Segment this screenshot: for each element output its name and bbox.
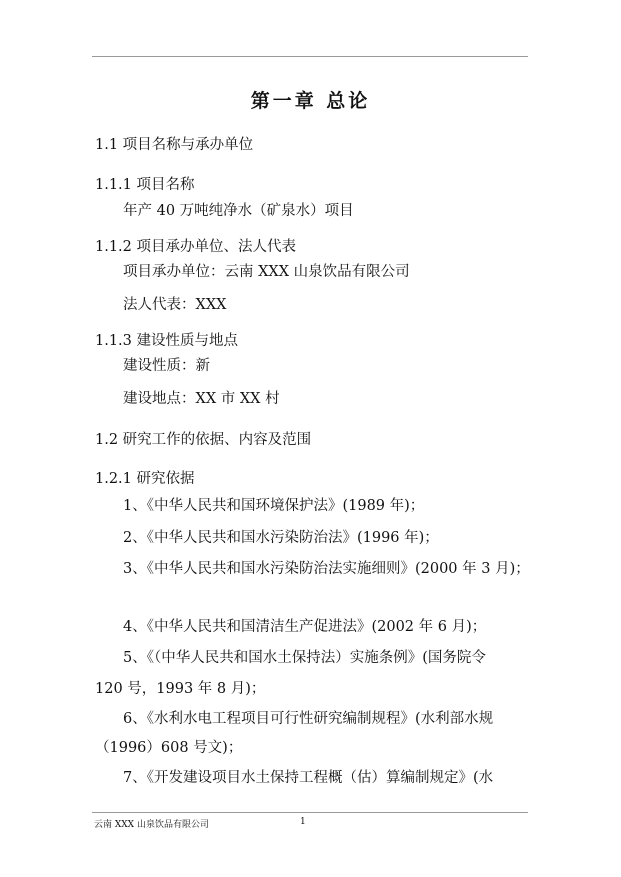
section-1-1-heading: 1.1 项目名称与承办单位 [95,137,254,153]
footer-rule [92,812,528,813]
footer-company: 云南 XXX 山泉饮品有限公司 [94,820,209,830]
basis-item-continuation: （1996）608 号文)； [95,740,243,756]
page-number: 1 [300,817,306,827]
basis-item: 4、《中华人民共和国清洁生产促进法》(2002 年 6 月)； [123,619,487,635]
project-name-text: 年产 40 万吨纯净水（矿泉水）项目 [123,203,354,219]
basis-item: 3、《中华人民共和国水污染防治法实施细则》(2000 年 3 月)； [123,561,530,577]
section-1-1-3-heading: 1.1.3 建设性质与地点 [95,333,239,349]
construction-location-text: 建设地点：XX 市 XX 村 [123,391,280,407]
header-rule [92,56,528,57]
basis-item: 1、《中华人民共和国环境保护法》(1989 年)； [123,498,425,514]
basis-item: 5、《（中华人民共和国水土保持法）实施条例》(国务院令 [123,650,486,666]
section-1-2-1-heading: 1.2.1 研究依据 [95,471,195,487]
basis-item: 2、《中华人民共和国水污染防治法》(1996 年)； [123,530,439,546]
basis-item-continuation: 120 号，1993 年 8 月)； [95,681,266,697]
basis-item: 7、《开发建设项目水土保持工程概（估）算编制规定》(水 [123,770,494,786]
section-1-2-heading: 1.2 研究工作的依据、内容及范围 [95,432,312,448]
section-1-1-1-heading: 1.1.1 项目名称 [95,177,195,193]
undertaker-text: 项目承办单位：云南 XXX 山泉饮品有限公司 [123,264,410,280]
section-1-1-2-heading: 1.1.2 项目承办单位、法人代表 [95,239,297,255]
basis-item: 6、《水利水电工程项目可行性研究编制规程》(水利部水规 [123,711,494,727]
chapter-title: 第一章 总论 [250,90,371,112]
legal-rep-text: 法人代表：XXX [123,297,227,313]
construction-nature-text: 建设性质：新 [123,358,210,374]
